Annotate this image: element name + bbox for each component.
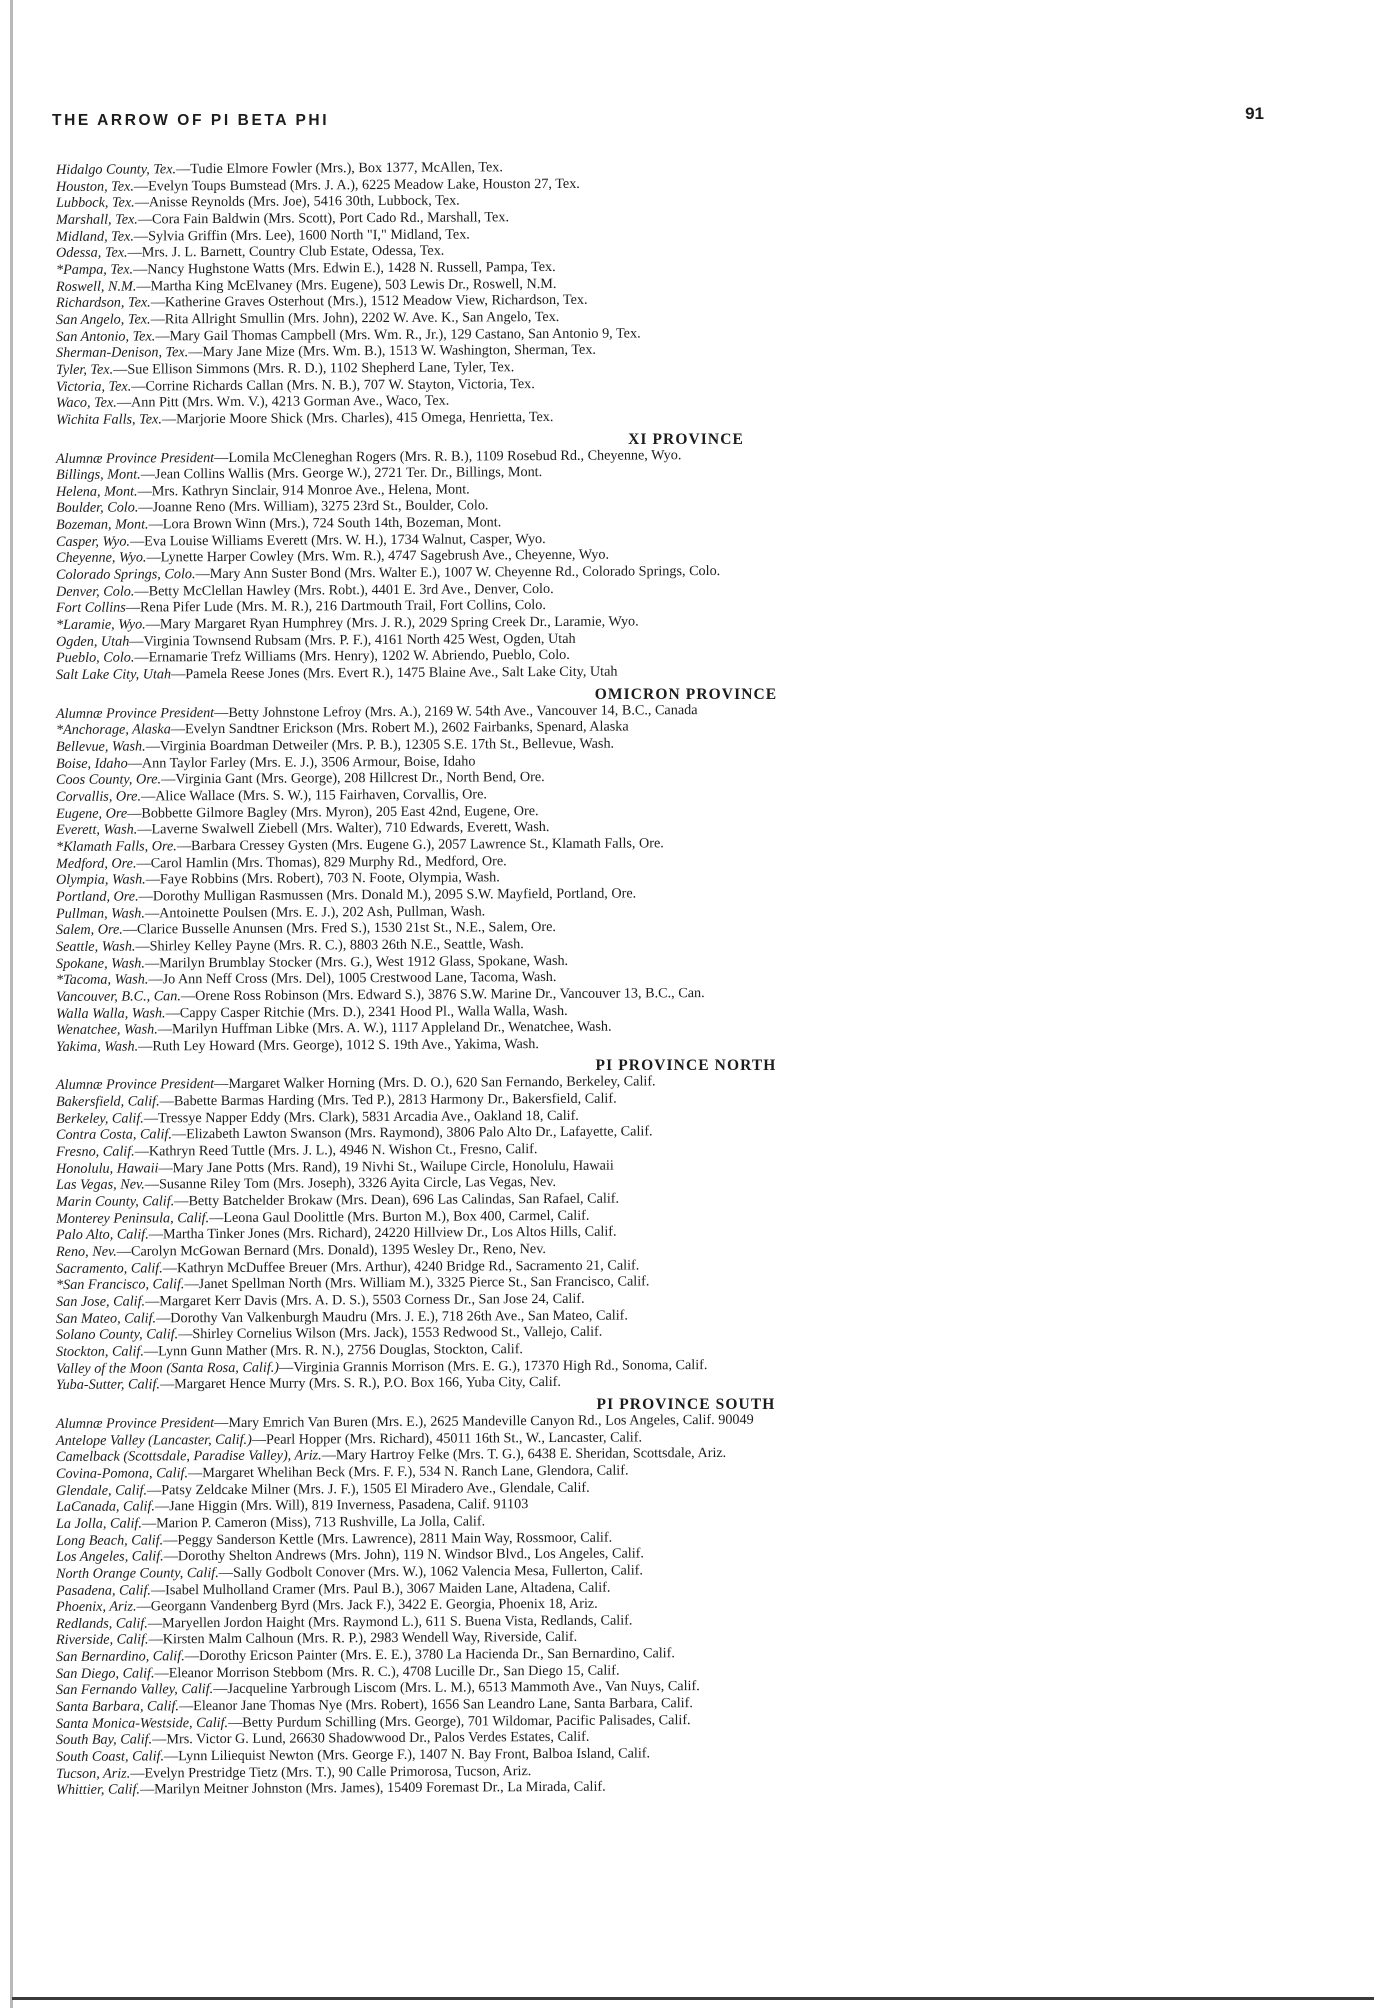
entry-details: —Pamela Reese Jones (Mrs. Evert R.), 1475 Blaine Ave., Salt Lake City, Utah (171, 663, 618, 683)
chapter-name: Las Vegas, Nev. (56, 1176, 145, 1194)
entry-details: —Virginia Boardman Detweiler (Mrs. P. B.), 12305 S.E. 17th St., Bellevue, Wash. (145, 735, 615, 755)
entry-details: —Eva Louise Williams Everett (Mrs. W. H.), 1734 Walnut, Casper, Wyo. (129, 530, 546, 550)
entry-details: —Antoinette Poulsen (Mrs. E. J.), 202 Ash, Pullman, Wash. (144, 902, 486, 922)
entry-details: —Georgann Vandenberg Byrd (Mrs. Jack F.), 3422 E. Georgia, Phoenix 18, Ariz. (136, 1595, 598, 1615)
chapter-name: Roswell, N.M. (56, 278, 137, 295)
chapter-name: Midland, Tex. (56, 228, 134, 245)
chapter-name: Portland, Ore. (56, 888, 139, 905)
entry-details: —Mary Jane Mize (Mrs. Wm. B.), 1513 W. Washington, Sherman, Tex. (188, 341, 596, 361)
chapter-name: Colorado Springs, Colo. (56, 566, 196, 584)
chapter-name: Boulder, Colo. (56, 499, 139, 517)
chapter-name: Eugene, Ore (56, 805, 128, 822)
entry-details: —Carol Hamlin (Mrs. Thomas), 829 Murphy Rd., Medford, Ore. (136, 852, 507, 872)
chapter-name: Reno, Nev. (56, 1243, 117, 1261)
entry-details: —Orene Ross Robinson (Mrs. Edward S.), 3876 S.W. Marine Dr., Vancouver 13, B.C., Can. (180, 984, 705, 1005)
chapter-name: Yuba-Sutter, Calif. (56, 1376, 160, 1394)
entry-details: —Janet Spellman North (Mrs. William M.), 3325 Pierce St., San Francisco, Calif. (184, 1273, 650, 1293)
chapter-name: Marin County, Calif. (56, 1193, 175, 1211)
entry-details: —Bobbette Gilmore Bagley (Mrs. Myron), 205 East 42nd, Eugene, Ore. (127, 802, 539, 822)
entry-details: —Mary Gail Thomas Campbell (Mrs. Wm. R., Jr.), 129 Castano, San Antonio 9, Tex. (155, 324, 641, 344)
chapter-name: Spokane, Wash. (56, 954, 145, 972)
chapter-name: San Fernando Valley, Calif. (56, 1681, 214, 1699)
entry-details: —Rena Pifer Lude (Mrs. M. R.), 216 Dartmouth Trail, Fort Collins, Colo. (125, 597, 546, 616)
chapter-name: Everett, Wash. (56, 821, 138, 839)
entry-details: —Maryellen Jordon Haight (Mrs. Raymond L.), 611 S. Buena Vista, Redlands, Calif. (147, 1612, 633, 1632)
entry-details: —Mrs. Kathryn Sinclair, 914 Monroe Ave., Helena, Mont. (137, 481, 470, 500)
entry-details: —Jane Higgin (Mrs. Will), 819 Inverness, Pasadena, Calif. 91103 (154, 1496, 529, 1515)
entry-details: —Shirley Kelley Payne (Mrs. R. C.), 8803 26th N.E., Seattle, Wash. (135, 936, 524, 955)
entry-details: —Marilyn Brumblay Stocker (Mrs. G.), West 1912 Glass, Spokane, Wash. (144, 952, 569, 971)
chapter-name: San Antonio, Tex. (56, 327, 156, 345)
entry-details: —Martha King McElvaney (Mrs. Eugene), 503 Lewis Dr., Roswell, N.M. (136, 275, 557, 295)
chapter-name: Houston, Tex. (56, 178, 134, 195)
province-heading: PI PROVINCE SOUTH (596, 1395, 776, 1413)
province-section (56, 1396, 1276, 1799)
entry-details: —Dorothy Shelton Andrews (Mrs. John), 119 N. Windsor Blvd., Los Angeles, Calif. (163, 1545, 644, 1565)
chapter-name: Corvallis, Ore. (56, 788, 141, 805)
entry-details: —Peggy Sanderson Kettle (Mrs. Lawrence), 2811 Main Way, Rossmoor, Calif. (163, 1529, 613, 1548)
chapter-name: Olympia, Wash. (56, 871, 146, 889)
entry-details: —Ann Pitt (Mrs. Wm. V.), 4213 Gorman Ave., Waco, Tex. (116, 392, 450, 411)
chapter-name: Glendale, Calif. (56, 1482, 148, 1499)
entry-details: —Lynn Gunn Mather (Mrs. R. N.), 2756 Douglas, Stockton, Calif. (143, 1341, 523, 1360)
entry-details: —Anisse Reynolds (Mrs. Joe), 5416 30th, Lubbock, Tex. (134, 192, 460, 211)
chapter-name: Pasadena, Calif. (56, 1581, 151, 1599)
chapter-name: Fort Collins (56, 599, 126, 617)
entry-details: —Barbara Cressey Gysten (Mrs. Eugene G.), 2057 Lawrence St., Klamath Falls, Ore. (176, 835, 664, 855)
entry-details: —Marilyn Meitner Johnston (Mrs. James), 15409 Foremast Dr., La Mirada, Calif. (139, 1779, 606, 1798)
chapter-name: Whittier, Calif. (56, 1781, 140, 1799)
entry-details: —Jean Collins Wallis (Mrs. George W.), 2721 Ter. Dr., Billings, Mont. (140, 464, 543, 483)
entry-details: —Cappy Casper Ritchie (Mrs. D.), 2341 Hood Pl., Walla Walla, Wash. (165, 1002, 568, 1021)
entry-details: —Evelyn Sandtner Erickson (Mrs. Robert M.), 2602 Fairbanks, Spenard, Alaska (170, 718, 629, 738)
chapter-name: Bakersfield, Calif. (56, 1093, 160, 1111)
page-header (52, 104, 1264, 134)
chapter-name: Contra Costa, Calif. (56, 1126, 172, 1144)
entry-details: —Pearl Hopper (Mrs. Richard), 45011 16th St., W., Lancaster, Calif. (251, 1429, 643, 1448)
entry-details: —Carolyn McGowan Bernard (Mrs. Donald), 1395 Wesley Dr., Reno, Nev. (116, 1241, 546, 1260)
entry-details: —Kathryn McDuffee Breuer (Mrs. Arthur), 4240 Bridge Rd., Sacramento 21, Calif. (162, 1257, 640, 1277)
entry-details: —Mary Emrich Van Buren (Mrs. E.), 2625 Mandeville Canyon Rd., Los Angeles, Calif. 90049 (214, 1411, 754, 1431)
entry-details: —Margaret Whelihan Beck (Mrs. F. F.), 534 N. Ranch Lane, Glendora, Calif. (188, 1462, 629, 1482)
entry-details: —Ernamarie Trefz Williams (Mrs. Henry), 1202 W. Abriendo, Pueblo, Colo. (134, 647, 570, 666)
entry-details: —Mary Jane Potts (Mrs. Rand), 19 Nivhi St., Wailupe Circle, Honolulu, Hawaii (158, 1157, 614, 1177)
entry-details: —Patsy Zeldcake Milner (Mrs. J. F.), 1505 El Miradero Ave., Glendale, Calif. (147, 1479, 590, 1499)
chapter-name: Riverside, Calif. (56, 1631, 149, 1649)
chapter-name: Hidalgo County, Tex. (56, 161, 177, 178)
chapter-name: Waco, Tex. (56, 394, 117, 412)
entry-details: —Betty Batchelder Brokaw (Mrs. Dean), 696 Las Calindas, San Rafael, Calif. (174, 1190, 620, 1210)
chapter-name: *Laramie, Wyo. (56, 616, 146, 634)
chapter-name: Wichita Falls, Tex. (56, 411, 162, 428)
chapter-name: Seattle, Wash. (56, 938, 136, 955)
chapter-name: Salt Lake City, Utah (56, 666, 172, 684)
chapter-name: Odessa, Tex. (56, 244, 128, 262)
chapter-name: San Diego, Calif. (56, 1665, 155, 1682)
chapter-name: Sherman-Denison, Tex. (56, 344, 189, 362)
running-header-title: THE ARROW OF PI BETA PHI (52, 112, 330, 129)
entry-details: —Margaret Kerr Davis (Mrs. A. D. S.), 5503 Corness Dr., San Jose 24, Calif. (145, 1290, 585, 1310)
chapter-name: San Bernardino, Calif. (56, 1648, 185, 1666)
entry-details: —Margaret Walker Horning (Mrs. D. O.), 620 San Fernando, Berkeley, Calif. (214, 1073, 656, 1093)
entry-details: —Sylvia Griffin (Mrs. Lee), 1600 North "I," Midland, Tex. (133, 226, 470, 245)
bottom-border (12, 1997, 1374, 2000)
chapter-name: Santa Barbara, Calif. (56, 1698, 179, 1716)
entry-details: —Rita Allright Smullin (Mrs. John), 2202 W. Ave. K., San Angelo, Tex. (150, 308, 560, 328)
entry-details: —Susanne Riley Tom (Mrs. Joseph), 3326 Ayita Circle, Las Vegas, Nev. (144, 1174, 556, 1193)
chapter-name: San Mateo, Calif. (56, 1310, 157, 1327)
chapter-name: Pullman, Wash. (56, 905, 145, 922)
entry-details: —Lynn Liliequist Newton (Mrs. George F.), 1407 N. Bay Front, Balboa Island, Calif. (164, 1745, 651, 1765)
chapter-name: Phoenix, Ariz. (56, 1598, 137, 1616)
chapter-name: Yakima, Wash. (56, 1038, 139, 1055)
chapter-name: Stockton, Calif. (56, 1343, 144, 1360)
entry-details: —Marjorie Moore Shick (Mrs. Charles), 415 Omega, Henrietta, Tex. (161, 408, 554, 428)
entry-details: —Leona Gaul Doolittle (Mrs. Burton M.), Box 400, Carmel, Calif. (209, 1207, 590, 1226)
entry-details: —Elizabeth Lawton Swanson (Mrs. Raymond), 3806 Palo Alto Dr., Lafayette, Calif. (171, 1123, 653, 1143)
entry-details: —Joanne Reno (Mrs. William), 3275 23rd St., Boulder, Colo. (138, 497, 489, 516)
chapter-name: *San Francisco, Calif. (56, 1276, 185, 1294)
entry-details: —Corrine Richards Callan (Mrs. N. B.), 707 W. Stayton, Victoria, Tex. (131, 375, 535, 395)
chapter-name: La Jolla, Calif. (56, 1515, 142, 1532)
chapter-name: Palo Alto, Calif. (56, 1226, 149, 1244)
chapter-name: South Bay, Calif. (56, 1731, 153, 1749)
province-section (56, 686, 1276, 1056)
province-heading: XI PROVINCE (628, 430, 744, 448)
chapter-name: Denver, Colo. (56, 583, 135, 600)
chapter-name: Tyler, Tex. (56, 361, 114, 378)
entry-details: —Isabel Mulholland Cramer (Mrs. Paul B.), 3067 Maiden Lane, Altadena, Calif. (150, 1579, 611, 1598)
entry-details: —Nancy Hughstone Watts (Mrs. Edwin E.), 1428 N. Russell, Pampa, Tex. (133, 258, 556, 278)
province-heading: PI PROVINCE NORTH (595, 1057, 777, 1075)
entry-details: —Virginia Gant (Mrs. George), 208 Hillcrest Dr., North Bend, Ore. (161, 769, 545, 788)
chapter-name: *Tacoma, Wash. (56, 971, 149, 989)
chapter-name: Solano County, Calif. (56, 1326, 179, 1344)
chapter-name: Alumnæ Province President (56, 1076, 215, 1094)
chapter-name: Vancouver, B.C., Can. (56, 988, 181, 1005)
entry-details: —Tressye Napper Eddy (Mrs. Clark), 5831 Arcadia Ave., Oakland 18, Calif. (143, 1107, 579, 1127)
entry-details: —Faye Robbins (Mrs. Robert), 703 N. Foote, Olympia, Wash. (145, 869, 500, 888)
province-heading: OMICRON PROVINCE (594, 685, 778, 703)
chapter-name: Berkeley, Calif. (56, 1110, 144, 1127)
chapter-name: Bellevue, Wash. (56, 738, 146, 755)
entry-details: —Laverne Swalwell Ziebell (Mrs. Walter), 710 Edwards, Everett, Wash. (137, 819, 550, 838)
chapter-name: Victoria, Tex. (56, 378, 132, 395)
chapter-name: San Jose, Calif. (56, 1293, 146, 1310)
chapter-name: Santa Monica-Westside, Calif. (56, 1714, 229, 1732)
entry-details: —Eleanor Morrison Stebbom (Mrs. R. C.), 4708 Lucille Dr., San Diego 15, Calif. (154, 1662, 620, 1682)
chapter-name: *Klamath Falls, Ore. (56, 838, 177, 855)
chapter-name: Los Angeles, Calif. (56, 1548, 164, 1566)
entry-details: —Betty Purdum Schilling (Mrs. George), 701 Wildomar, Pacific Palisades, Calif. (228, 1711, 691, 1731)
entry-details: —Babette Barmas Harding (Mrs. Ted P.), 2813 Harmony Dr., Bakersfield, Calif. (159, 1090, 617, 1110)
entry-details: —Mary Hartroy Felke (Mrs. T. G.), 6438 E. Sheridan, Scottsdale, Ariz. (321, 1445, 727, 1464)
entry-details: —Virginia Townsend Rubsam (Mrs. P. F.), 4161 North 425 West, Ogden, Utah (129, 630, 576, 650)
entry-details: —Betty Johnstone Lefroy (Mrs. A.), 2169 W. 54th Ave., Vancouver 14, B.C., Canada (214, 701, 698, 721)
chapter-name: Casper, Wyo. (56, 533, 130, 550)
entry-details: —Jo Ann Neff Cross (Mrs. Del), 1005 Crestwood Lane, Tacoma, Wash. (148, 969, 557, 988)
entry-details: —Kathryn Reed Tuttle (Mrs. J. L.), 4946 N. Wishon Ct., Fresno, Calif. (134, 1141, 538, 1160)
chapter-name: Alumnæ Province President (56, 1414, 215, 1432)
entry-details: —Lora Brown Winn (Mrs.), 724 South 14th, Bozeman, Mont. (148, 514, 502, 533)
chapter-name: Walla Walla, Wash. (56, 1004, 166, 1022)
chapter-name: Long Beach, Calif. (56, 1531, 164, 1549)
entry-details: —Marion P. Cameron (Miss), 713 Rushville, La Jolla, Calif. (141, 1513, 486, 1532)
chapter-name: Salem, Ore. (56, 921, 123, 939)
entry-details: —Cora Fain Baldwin (Mrs. Scott), Port Cado Rd., Marshall, Tex. (137, 209, 509, 228)
directory-content (56, 159, 1276, 1799)
chapter-name: Antelope Valley (Lancaster, Calif.) (56, 1431, 252, 1449)
entry-details: —Dorothy Van Valkenburgh Maudru (Mrs. J. E.), 718 26th Ave., San Mateo, Calif. (156, 1307, 628, 1327)
chapter-name: Bozeman, Mont. (56, 516, 149, 534)
chapter-name: Camelback (Scottsdale, Paradise Valley), Ariz. (56, 1447, 322, 1466)
province-section (56, 159, 1276, 429)
entry-details: —Ruth Ley Howard (Mrs. George), 1012 S. 19th Ave., Yakima, Wash. (138, 1035, 539, 1055)
chapter-name: Marshall, Tex. (56, 211, 138, 228)
chapter-name: Alumnæ Province President (56, 449, 215, 467)
entry-details: —Eleanor Jane Thomas Nye (Mrs. Robert), 1656 San Leandro Lane, Santa Barbara, Calif. (178, 1695, 693, 1715)
entry-details: —Ann Taylor Farley (Mrs. E. J.), 3506 Armour, Boise, Idaho (127, 753, 476, 772)
chapter-name: LaCanada, Calif. (56, 1498, 155, 1516)
province-section (56, 431, 1276, 684)
entry-details: —Virginia Grannis Morrison (Mrs. E. G.), 17370 High Rd., Sonoma, Calif. (279, 1356, 708, 1376)
chapter-name: Wenatchee, Wash. (56, 1021, 158, 1039)
entry-details: —Jacqueline Yarbrough Liscom (Mrs. L. M.), 6513 Mammoth Ave., Van Nuys, Calif. (213, 1678, 700, 1698)
entry-details: —Dorothy Ericson Painter (Mrs. E. E.), 3780 La Hacienda Dr., San Bernardino, Calif. (184, 1645, 675, 1665)
chapter-name: Ogden, Utah (56, 633, 130, 650)
entry-details: —Mary Margaret Ryan Humphrey (Mrs. J. R.), 2029 Spring Creek Dr., Laramie, Wyo. (145, 613, 639, 633)
entry-details: —Kirsten Malm Calhoun (Mrs. R. P.), 2983 Wendell Way, Riverside, Calif. (148, 1629, 578, 1648)
entry-details: —Mrs. Victor G. Lund, 26630 Shadowwood Dr., Palos Verdes Estates, Calif. (152, 1729, 590, 1748)
chapter-name: Cheyenne, Wyo. (56, 549, 147, 567)
chapter-name: Honolulu, Hawaii (56, 1160, 159, 1177)
entry-details: —Evelyn Toups Bumstead (Mrs. J. A.), 6225 Meadow Lake, Houston 27, Tex. (133, 175, 580, 195)
chapter-name: Covina-Pomona, Calif. (56, 1465, 189, 1482)
chapter-name: Alumnæ Province President (56, 704, 215, 722)
entry-details: —Betty McClellan Hawley (Mrs. Robt.), 4401 E. 3rd Ave., Denver, Colo. (134, 580, 554, 600)
chapter-name: North Orange County, Calif. (56, 1564, 219, 1582)
entry-details: —Clarice Busselle Anunsen (Mrs. Fred S.), 1530 21st St., N.E., Salem, Ore. (122, 919, 556, 938)
chapter-name: Medford, Ore. (56, 855, 137, 872)
chapter-name: *Anchorage, Alaska (56, 721, 171, 739)
chapter-name: Lubbock, Tex. (56, 194, 135, 212)
entry-details: —Lomila McCleneghan Rogers (Mrs. R. B.), 1109 Rosebud Rd., Cheyenne, Wyo. (214, 446, 682, 466)
entry-details: —Sally Godbolt Conover (Mrs. W.), 1062 Valencia Mesa, Fullerton, Calif. (218, 1562, 643, 1581)
chapter-name: Tucson, Ariz. (56, 1765, 131, 1782)
entry-details: —Mary Ann Suster Bond (Mrs. Walter E.), 1007 W. Cheyenne Rd., Colorado Springs, Colo. (195, 563, 721, 583)
entry-details: —Marilyn Huffman Libke (Mrs. A. W.), 1117 Appleland Dr., Wenatchee, Wash. (157, 1018, 612, 1038)
chapter-name: Billings, Mont. (56, 466, 141, 484)
chapter-name: Helena, Mont. (56, 483, 138, 500)
province-section (56, 1057, 1276, 1393)
entry-details: —Alice Wallace (Mrs. S. W.), 115 Fairhaven, Corvallis, Ore. (141, 786, 487, 805)
chapter-name: Sacramento, Calif. (56, 1260, 163, 1277)
chapter-name: San Angelo, Tex. (56, 311, 151, 328)
entry-details: —Lynette Harper Cowley (Mrs. Wm. R.), 4747 Sagebrush Ave., Cheyenne, Wyo. (146, 547, 610, 566)
chapter-name: Redlands, Calif. (56, 1615, 148, 1632)
chapter-name: Fresno, Calif. (56, 1143, 135, 1161)
chapter-name: Boise, Idaho (56, 755, 128, 772)
chapter-name: Valley of the Moon (Santa Rosa, Calif.) (56, 1359, 280, 1377)
entry-details: —Sue Ellison Simmons (Mrs. R. D.), 1102 Shepherd Lane, Tyler, Tex. (113, 359, 515, 378)
chapter-name: South Coast, Calif. (56, 1748, 164, 1766)
chapter-name: Pueblo, Colo. (56, 649, 135, 667)
chapter-name: Monterey Peninsula, Calif. (56, 1209, 210, 1227)
entry-details: —Tudie Elmore Fowler (Mrs.), Box 1377, McAllen, Tex. (176, 159, 503, 178)
entry-details: —Katherine Graves Osterhout (Mrs.), 1512 Meadow View, Richardson, Tex. (150, 292, 588, 311)
chapter-name: Coos County, Ore. (56, 771, 162, 789)
chapter-name: *Pampa, Tex. (56, 261, 134, 278)
entry-details: —Martha Tinker Jones (Mrs. Richard), 24220 Hillview Dr., Los Altos Hills, Calif. (148, 1223, 617, 1243)
entry-details: —Evelyn Prestridge Tietz (Mrs. T.), 90 Calle Primorosa, Tucson, Ariz. (130, 1762, 532, 1782)
entry-details: —Dorothy Mulligan Rasmussen (Mrs. Donald M.), 2095 S.W. Mayfield, Portland, Ore. (138, 885, 637, 905)
entry-details: —Mrs. J. L. Barnett, Country Club Estate, Odessa, Tex. (127, 242, 445, 261)
page-number: 91 (1245, 104, 1264, 123)
chapter-name: Richardson, Tex. (56, 294, 151, 312)
entry-details: —Shirley Cornelius Wilson (Mrs. Jack), 1553 Redwood St., Vallejo, Calif. (178, 1323, 603, 1343)
entry-details: —Margaret Hence Murry (Mrs. S. R.), P.O. Box 166, Yuba City, Calif. (159, 1374, 561, 1393)
